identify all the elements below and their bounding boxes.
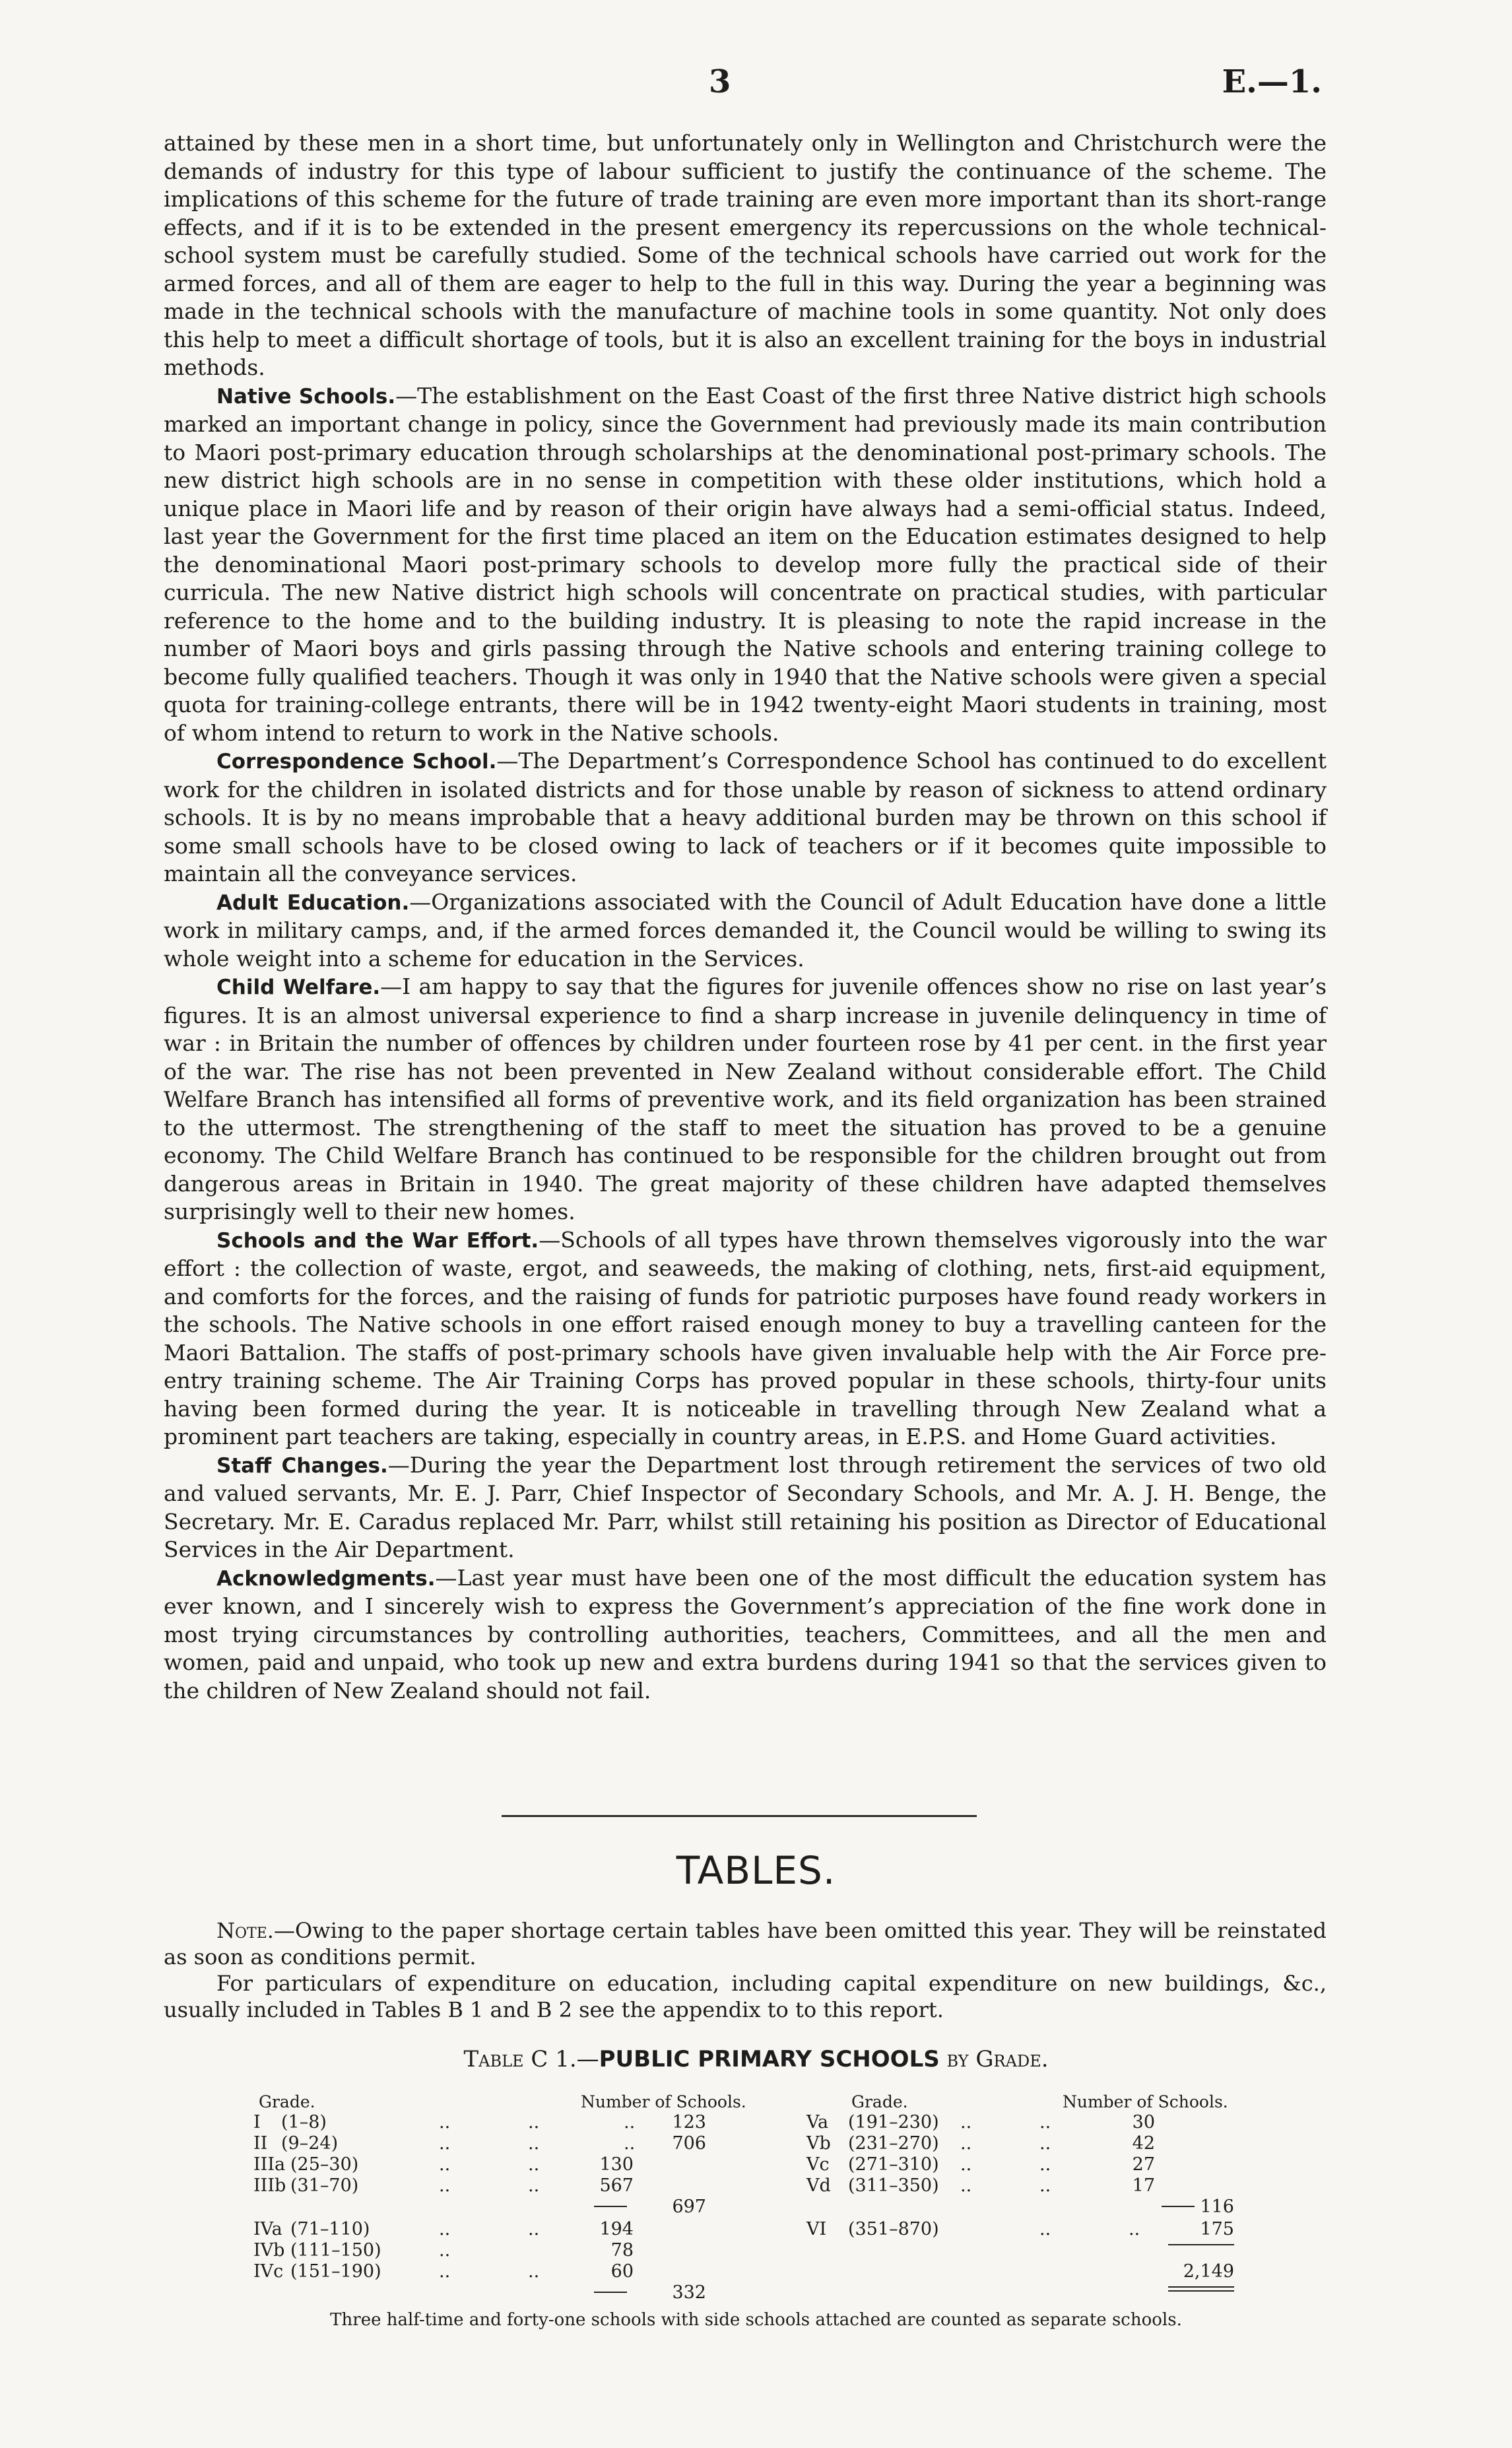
column-header-number: Number of Schools.	[581, 2092, 746, 2111]
table-footnote: Three half-time and forty-one schools with side schools attached are counted as separate schools.	[330, 2310, 1182, 2330]
paragraph-child-welfare: Child Welfare.—I am happy to say that the figures for juvenile offences show no rise on last year’s figures. It is an almost universal experience to find a sharp increase in juvenile delinquency in time of war : in Britain the number of offences by children under fourteen rose by 41 per cent. in the first year of the war. The rise has not been prevented in New Zealand without considerable effort. The Child Welfare Branch has intensified all forms of preventive work, and its field organization has been strained to the uttermost. The strengthening of the staff to meet the situation has proved to be a genuine economy. The Child Welfare Branch has continued to be responsible for the children brought out from dangerous areas in Britain in 1940. The great majority of these children have adapted themselves surprisingly well to their new homes.	[164, 974, 1327, 1224]
column-header-grade: Grade.	[851, 2092, 908, 2111]
subtotal-rule	[594, 2206, 627, 2207]
subtotal-rule	[594, 2292, 627, 2293]
section-divider	[502, 1815, 977, 1817]
note-label: Note.	[216, 1918, 274, 1943]
page-number: 3	[709, 63, 731, 100]
total-double-rule	[1168, 2286, 1234, 2288]
section-heading: Native Schools.	[216, 384, 396, 409]
paper-shortage-note: Note.—Owing to the paper shortage certain tables have been omitted this year. They will be reinstated as soon as conditions permit.	[164, 1918, 1327, 1969]
section-heading: Acknowledgments.	[216, 1566, 436, 1591]
report-body	[164, 129, 1327, 1705]
page-header	[0, 63, 1512, 110]
table-title: PUBLIC PRIMARY SCHOOLS	[599, 2046, 940, 2072]
document-reference: E.—1.	[1222, 63, 1322, 100]
section-heading: Correspondence School.	[216, 750, 497, 774]
section-heading: Schools and the War Effort.	[216, 1228, 539, 1253]
subtotal: 332	[672, 2282, 706, 2303]
section-heading: Child Welfare.	[216, 976, 381, 999]
subtotal: 697	[672, 2197, 706, 2217]
section-heading: Staff Changes.	[216, 1453, 388, 1478]
grand-total: 2,149	[1183, 2261, 1234, 2282]
grade-table: Grade. Number of Schools. Grade. Number of Schools. I (1–8) .. .. .. 123 II (9–24) .. .. .. 706 IIIa (25–30) .. .. 130 IIIb (31–70) .. .. 567 697 IVa (71–110) .. .. 194 IVb (111–150) .. 78 IVc (151–190) .. .. 60 332 Va (191–230) .. .. 30 Vb (231–270) .. .. 42 Vc (271–310) .. .. 27 Vd (311–350) .. .. 17 116 VI (351–870) .. .. 175 2,149	[253, 2092, 1234, 2303]
paragraph-correspondence-school: Correspondence School.—The Department’s Correspondence School has continued to do excellent work for the children in isolated districts and for those unable by reason of sickness to attend ordinary schools. It is by no means improbable that a heavy additional burden may be thrown on this school if some small schools have to be closed owing to lack of teachers or if it becomes quite impossible to maintain all the conveyance services.	[164, 748, 1327, 886]
column-header-grade: Grade.	[259, 2092, 315, 2111]
paragraph-war-effort: Schools and the War Effort.—Schools of all types have thrown themselves vigorously into the war effort : the collection of waste, ergot, and seaweeds, the making of clothing, nets, first-aid equipment, and comforts for the forces, and the raising of funds for patriotic purposes have found ready workers in the schools. The Native schools in one effort raised enough money to buy a travelling canteen for the Maori Battalion. The staffs of post-primary schools have given invaluable help with the Air Force pre-entry training scheme. The Air Training Corps has proved popular in these schools, thirty-four units having been formed during the year. It is noticeable in travelling through New Zealand what a prominent part teachers are taking, especially in country areas, in E.P.S. and Home Guard activities.	[164, 1226, 1327, 1449]
paragraph-trade-training: attained by these men in a short time, but unfortunately only in Wellington and Christchurch were the demands of industry for this type of labour sufficient to justify the continuance of the scheme. The implications of this scheme for the future of trade training are even more important than its short-range effects, and if it is to be extended in the present emergency its repercussions on the whole technical-school system must be carefully studied. Some of the technical schools have carried out work for the armed forces, and all of them are eager to help to the full in this way. During the year a beginning was made in the technical schools with the manufacture of machine tools in some quantity. Not only does this help to meet a difficult shortage of tools, but it is also an excellent training for the boys in industrial methods.	[164, 130, 1327, 380]
tables-notes	[164, 1917, 1327, 2023]
expenditure-note: For particulars of expenditure on education, including capital expenditure on new buildings, &c., usually included in Tables B 1 and B 2 see the appendix to to this report.	[164, 1971, 1327, 2022]
paragraph-adult-education: Adult Education.—Organizations associated with the Council of Adult Education have done a little work in military camps, and, if the armed forces demanded it, the Council would be willing to swing its whole weight into a scheme for education in the Services.	[164, 888, 1327, 972]
paragraph-acknowledgments: Acknowledgments.—Last year must have been one of the most difficult the education system has ever known, and I sincerely wish to express the Government’s appreciation of the fine work done in most trying circumstances by controlling authorities, teachers, Committees, and all the men and women, paid and unpaid, who took up new and extra burdens during 1941 so that the services given to the children of New Zealand should not fail.	[164, 1564, 1327, 1704]
total-rule	[1168, 2244, 1234, 2245]
section-heading: Adult Education.	[216, 890, 410, 915]
tables-title: TABLES.	[676, 1848, 836, 1893]
paragraph-native-schools: Native Schools.—The establishment on the East Coast of the first three Native district high schools marked an important change in policy, since the Government had previously made its main contribution to Maori post-primary education through scholarships at the denominational post-primary schools. The new district high schools are in no sense in competition with these older institutions, which hold a unique place in Maori life and by reason of their origin have always had a semi-official status. Indeed, last year the Government for the first time placed an item on the Education estimates designed to help the denominational Maori post-primary schools to develop more fully the practical side of their curricula. The new Native district high schools will concentrate on practical studies, with particular reference to the home and to the building industry. It is pleasing to note the rapid increase in the number of Maori boys and girls passing through the Native schools and entering training college to become fully qualified teachers. Though it was only in 1940 that the Native schools were given a special quota for training-college entrants, there will be in 1942 twenty-eight Maori students in training, most of whom intend to return to work in the Native schools.	[164, 382, 1327, 746]
column-header-number: Number of Schools.	[1063, 2092, 1228, 2111]
paragraph-staff-changes: Staff Changes.—During the year the Department lost through retirement the services of two old and valued servants, Mr. E. J. Parr, Chief Inspector of Secondary Schools, and Mr. A. J. H. Benge, the Secretary. Mr. E. Caradus replaced Mr. Parr, whilst still retaining his position as Director of Educational Services in the Air Department.	[164, 1451, 1327, 1562]
subtotal: 116	[1200, 2197, 1234, 2217]
total-double-rule	[1168, 2290, 1234, 2292]
table-c1-caption: Table C 1.—PUBLIC PRIMARY SCHOOLS by Grade.	[463, 2046, 1049, 2072]
